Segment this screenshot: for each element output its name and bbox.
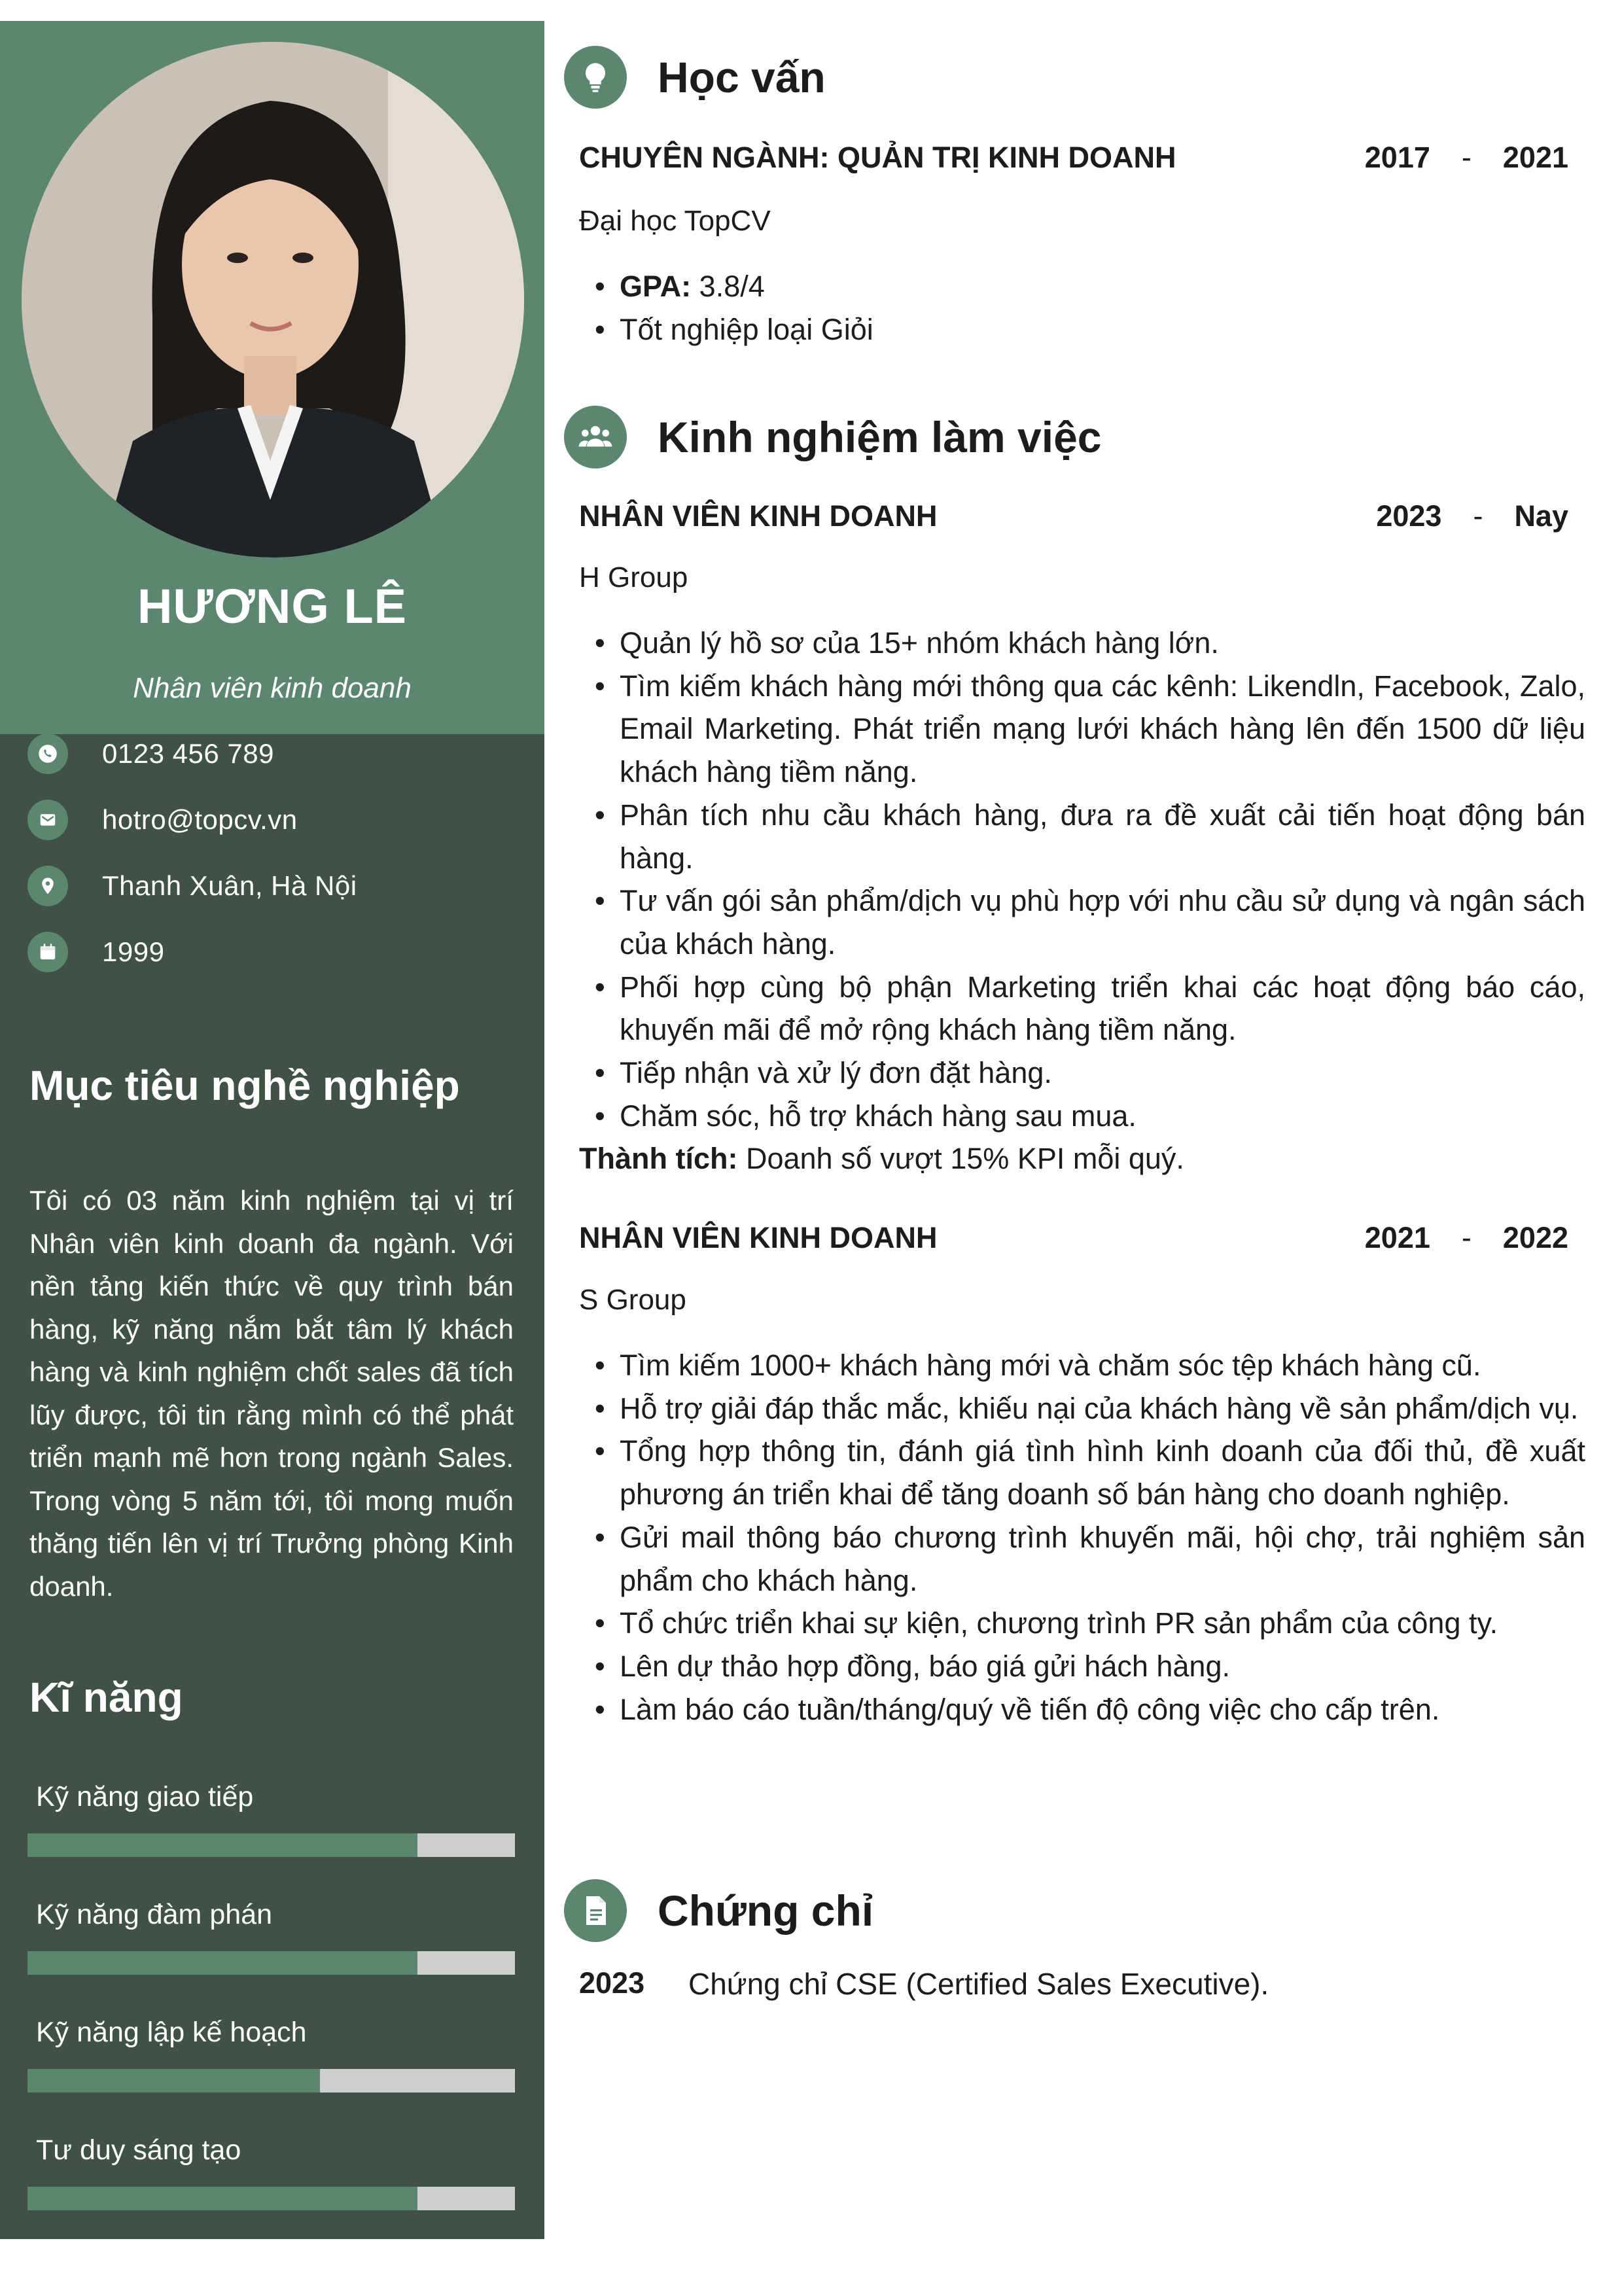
list-item: • Tìm kiếm 1000+ khách hàng mới và chăm sóc tệp khách hàng cũ.: [592, 1344, 1585, 1387]
certificate-name: Chứng chỉ CSE (Certified Sales Executive).: [688, 1967, 1269, 2001]
skill-bar-fill: [27, 2187, 417, 2210]
job-title: NHÂN VIÊN KINH DOANH: [579, 499, 938, 533]
job-start: 2023: [1376, 499, 1442, 533]
birthyear-text: 1999: [102, 936, 165, 967]
skill-bar: [27, 2069, 515, 2093]
skill-bar-fill: [27, 2069, 320, 2093]
experience-heading: Kinh nghiệm làm việc: [658, 413, 1102, 461]
education-school: Đại học TopCV: [579, 205, 771, 237]
objective-heading: Mục tiêu nghề nghiệp: [29, 1062, 460, 1109]
job-years: [1376, 499, 1568, 533]
calendar-icon: [27, 932, 68, 972]
email-text: hotro@topcv.vn: [102, 804, 298, 835]
list-item: • Tiếp nhận và xử lý đơn đặt hàng.: [592, 1051, 1585, 1095]
email-icon: [27, 800, 68, 840]
phone-text: 0123 456 789: [102, 738, 274, 769]
skill-label: Kỹ năng giao tiếp: [36, 1781, 254, 1812]
skill-bar: [27, 1951, 515, 1975]
skill-bar-fill: [27, 1833, 417, 1857]
education-years: [1365, 141, 1568, 175]
skill-label: Tư duy sáng tạo: [36, 2134, 241, 2166]
candidate-name: HƯƠNG LÊ: [137, 579, 408, 633]
list-item: • Phân tích nhu cầu khách hàng, đưa ra đề xuất cải tiến hoạt động bán hàng.: [592, 794, 1585, 879]
certificate-year: 2023: [579, 1966, 645, 2000]
list-item: • Hỗ trợ giải đáp thắc mắc, khiếu nại của khách hàng về sản phẩm/dịch vụ.: [592, 1387, 1585, 1430]
job-company: H Group: [579, 561, 688, 593]
education-start: 2017: [1364, 141, 1430, 174]
skills-heading: Kĩ năng: [29, 1674, 183, 1721]
contact-birthyear: [27, 929, 525, 975]
address-text: Thanh Xuân, Hà Nội: [102, 870, 357, 901]
list-item: • Gửi mail thông báo chương trình khuyến mãi, hội chợ, trải nghiệm sản phẩm cho khách hàng.: [592, 1516, 1585, 1602]
profile-header: [0, 21, 544, 734]
skill-bar-fill: [27, 1951, 417, 1975]
job-end: Nay: [1514, 499, 1568, 533]
contact-email: [27, 797, 525, 843]
skill-bar: [27, 2187, 515, 2210]
education-heading: Học vấn: [658, 53, 826, 101]
job-years: [1365, 1221, 1568, 1255]
list-item: • Lên dự thảo hợp đồng, báo giá gửi hách hàng.: [592, 1645, 1585, 1688]
job-sep: -: [1473, 499, 1483, 533]
skill-bar: [27, 1833, 515, 1857]
phone-icon: [27, 733, 68, 774]
objective-text: Tôi có 03 năm kinh nghiệm tại vị trí Nhân viên kinh doanh đa ngành. Với nền tảng kiến thức về quy trình bán hàng, kỹ năng nắm bắt tâm lý khách hàng và kinh nghiệm chốt sales đã tích lũy được, tôi tin rằng mình có thể phát triển mạnh mẽ hơn trong ngành Sales. Trong vòng 5 năm tới, tôi mong muốn thăng tiến lên vị trí Trưởng phòng Kinh doanh.: [29, 1185, 514, 1602]
job-end: 2022: [1502, 1221, 1568, 1254]
job-start: 2021: [1364, 1221, 1430, 1254]
education-major: CHUYÊN NGÀNH: QUẢN TRỊ KINH DOANH: [579, 141, 1176, 174]
skill-label: Kỹ năng lập kế hoạch: [36, 2017, 307, 2048]
gpa-label: GPA:: [620, 270, 692, 303]
contact-address: [27, 863, 525, 909]
list-item: • Tốt nghiệp loại Giỏi: [592, 308, 1585, 351]
profile-photo: [22, 42, 524, 557]
team-icon: [564, 406, 627, 468]
job-sep: -: [1461, 1221, 1472, 1254]
list-item: • Tổng hợp thông tin, đánh giá tình hình kinh doanh của đối thủ, đề xuất phương án triển khai để tăng doanh số bán hàng cho doanh nghiệp.: [592, 1430, 1585, 1515]
achievement-text: Doanh số vượt 15% KPI mỗi quý.: [737, 1142, 1184, 1175]
achievement-label: Thành tích:: [579, 1142, 738, 1175]
education-sep: -: [1461, 141, 1472, 174]
candidate-role: Nhân viên kinh doanh: [133, 672, 412, 704]
certificates-heading: Chứng chỉ: [658, 1886, 874, 1935]
location-icon: [27, 866, 68, 906]
list-item: • Quản lý hồ sơ của 15+ nhóm khách hàng lớn.: [592, 622, 1585, 665]
job-achievement: [579, 1142, 1184, 1176]
list-item: • Tổ chức triển khai sự kiện, chương trình PR sản phẩm của công ty.: [592, 1602, 1585, 1645]
list-item: • Phối hợp cùng bộ phận Marketing triển khai các hoạt động báo cáo, khuyến mãi để mở rộng khách hàng tiềm năng.: [592, 966, 1585, 1051]
gpa-value: 3.8/4: [691, 270, 765, 303]
education-details: [592, 265, 1585, 351]
job-company: S Group: [579, 1284, 686, 1316]
skill-label: Kỹ năng đàm phán: [36, 1899, 272, 1930]
contact-phone: [27, 731, 525, 777]
list-item: [592, 265, 1585, 308]
list-item: • Làm báo cáo tuần/tháng/quý về tiến độ công việc cho cấp trên.: [592, 1688, 1585, 1731]
list-item: • Tư vấn gói sản phẩm/dịch vụ phù hợp với nhu cầu sử dụng và ngân sách của khách hàng.: [592, 879, 1585, 965]
education-end: 2021: [1502, 141, 1568, 174]
list-item: • Tìm kiếm khách hàng mới thông qua các kênh: Likendln, Facebook, Zalo, Email Marketing. Phát triển mạng lưới khách hàng lên đến 1500 dữ liệu khách hàng tiềm năng.: [592, 665, 1585, 794]
list-item: • Chăm sóc, hỗ trợ khách hàng sau mua.: [592, 1095, 1585, 1138]
job-responsibilities: [592, 622, 1585, 1137]
job-responsibilities: [592, 1344, 1585, 1731]
sidebar: [0, 21, 544, 2239]
job-title: NHÂN VIÊN KINH DOANH: [579, 1221, 938, 1254]
lightbulb-icon: [564, 46, 627, 109]
document-icon: [564, 1879, 627, 1942]
